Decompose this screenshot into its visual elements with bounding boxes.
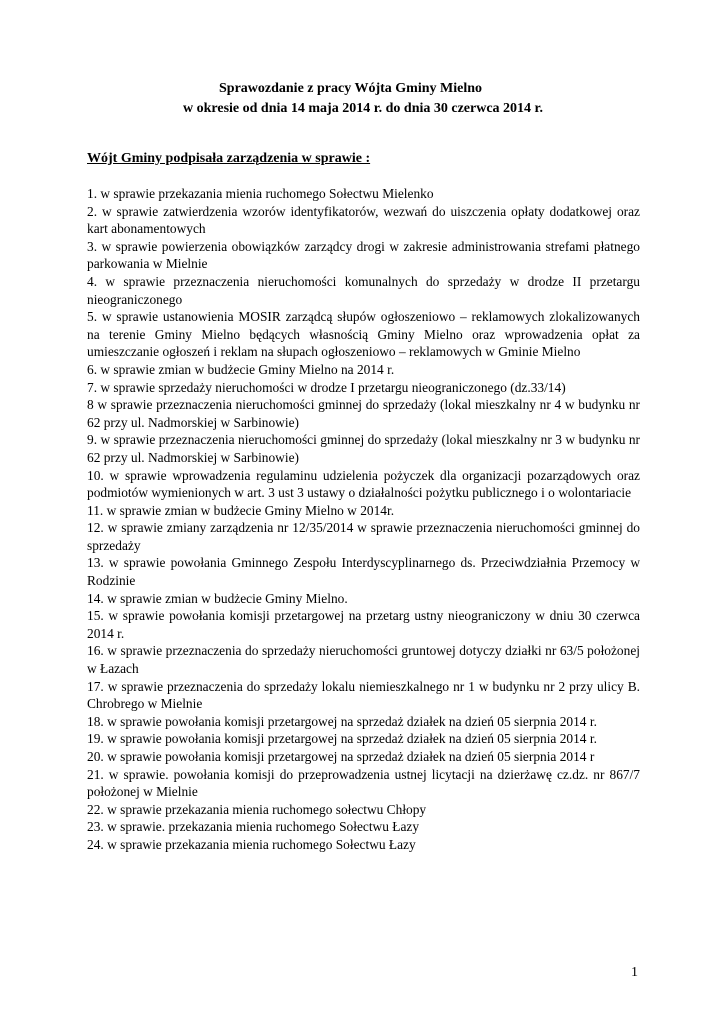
list-item: 21. w sprawie. powołania komisji do przeprowadzenia ustnej licytacji na dzierżawę cz.dz. nr 867/7 położonej w Mielnie <box>87 766 640 800</box>
list-item: 7. w sprawie sprzedaży nieruchomości w drodze I przetargu nieograniczonego (dz.33/14) <box>87 379 566 395</box>
list-item: 5. w sprawie ustanowienia MOSIR zarządcą słupów ogłoszeniowo – reklamowych zlokalizowanych na terenie Gminy Mielno będących własnością Gminy Mielno oraz wprowadzenia opłat za umieszczanie ogłoszeń i reklam na słupach ogłoszeniowo – reklamowych w Gminie Mielno <box>87 309 640 360</box>
list-item: 18. w sprawie powołania komisji przetargowej na sprzedaż działek na dzień 05 sierpnia 2014 r. <box>87 713 597 729</box>
list-item: 17. w sprawie przeznaczenia do sprzedaży lokalu niemieszkalnego nr 1 w budynku nr 2 przy ulicy B. Chrobrego w Mielnie <box>87 678 640 712</box>
list-item: 22. w sprawie przekazania mienia ruchomego sołectwu Chłopy <box>87 801 427 817</box>
list-item: 1. w sprawie przekazania mienia ruchomego Sołectwu Mielenko <box>87 186 434 201</box>
page-number: 1 <box>631 965 638 980</box>
list-item: 9. w sprawie przeznaczenia nieruchomości gminnej do sprzedaży (lokal mieszkalny nr 3 w budynku nr 62 przy ul. Nadmorskiej w Sarbinowie) <box>87 432 640 465</box>
list-item: 2. w sprawie zatwierdzenia wzorów identyfikatorów, wezwań do uiszczenia opłaty dodatkowej oraz kart abonamentowych <box>87 203 640 237</box>
list-item: 3. w sprawie powierzenia obowiązków zarządcy drogi w zakresie administrowania strefami płatnego parkowania w Mielnie <box>87 238 640 272</box>
ordinance-list <box>87 185 640 854</box>
list-item: 19. w sprawie powołania komisji przetargowej na sprzedaż działek na dzień 05 sierpnia 2014 r. <box>87 731 597 747</box>
list-item: 8 w sprawie przeznaczenia nieruchomości gminnej do sprzedaży (lokal mieszkalny nr 4 w budynku nr 62 przy ul. Nadmorskiej w Sarbinowie) <box>87 397 640 430</box>
list-item: 4. w sprawie przeznaczenia nieruchomości komunalnych do sprzedaży w drodze II przetargu nieograniczonego <box>87 273 640 307</box>
list-item: 12. w sprawie zmiany zarządzenia nr 12/35/2014 w sprawie przeznaczenia nieruchomości gminnej do sprzedaży <box>87 520 640 553</box>
report-period: w okresie od dnia 14 maja 2014 r. do dnia 30 czerwca 2014 r. <box>183 101 543 116</box>
section-heading: Wójt Gminy podpisała zarządzenia w sprawie : <box>87 151 371 166</box>
list-item: 20. w sprawie powołania komisji przetargowej na sprzedaż działek na dzień 05 sierpnia 2014 r <box>87 749 595 764</box>
list-item: 16. w sprawie przeznaczenia do sprzedaży nieruchomości gruntowej dotyczy działki nr 63/5 położonej w Łazach <box>87 643 640 677</box>
list-item: 13. w sprawie powołania Gminnego Zespołu Interdyscyplinarnego ds. Przeciwdziałnia Przemocy w Rodzinie <box>87 555 640 589</box>
list-item: 15. w sprawie powołania komisji przetargowej na przetarg ustny nieograniczony w dniu 30 czerwca 2014 r. <box>87 608 640 641</box>
list-item: 10. w sprawie wprowadzenia regulaminu udzielenia pożyczek dla organizacji pozarządowych oraz podmiotów wymienionych w art. 3 ust 3 ustawy o działalności pożytku publicznego i o wolontariacie <box>87 467 640 501</box>
list-item: 11. w sprawie zmian w budżecie Gminy Mielno w 2014r. <box>87 502 395 518</box>
report-title: Sprawozdanie z pracy Wójta Gminy Mielno <box>219 81 483 96</box>
list-item: 23. w sprawie. przekazania mienia ruchomego Sołectwu Łazy <box>87 819 420 835</box>
list-item: 24. w sprawie przekazania mienia ruchomego Sołectwu Łazy <box>87 836 416 852</box>
list-item: 6. w sprawie zmian w budżecie Gminy Mielno na 2014 r. <box>87 361 395 377</box>
list-item: 14. w sprawie zmian w budżecie Gminy Mielno. <box>87 590 348 606</box>
